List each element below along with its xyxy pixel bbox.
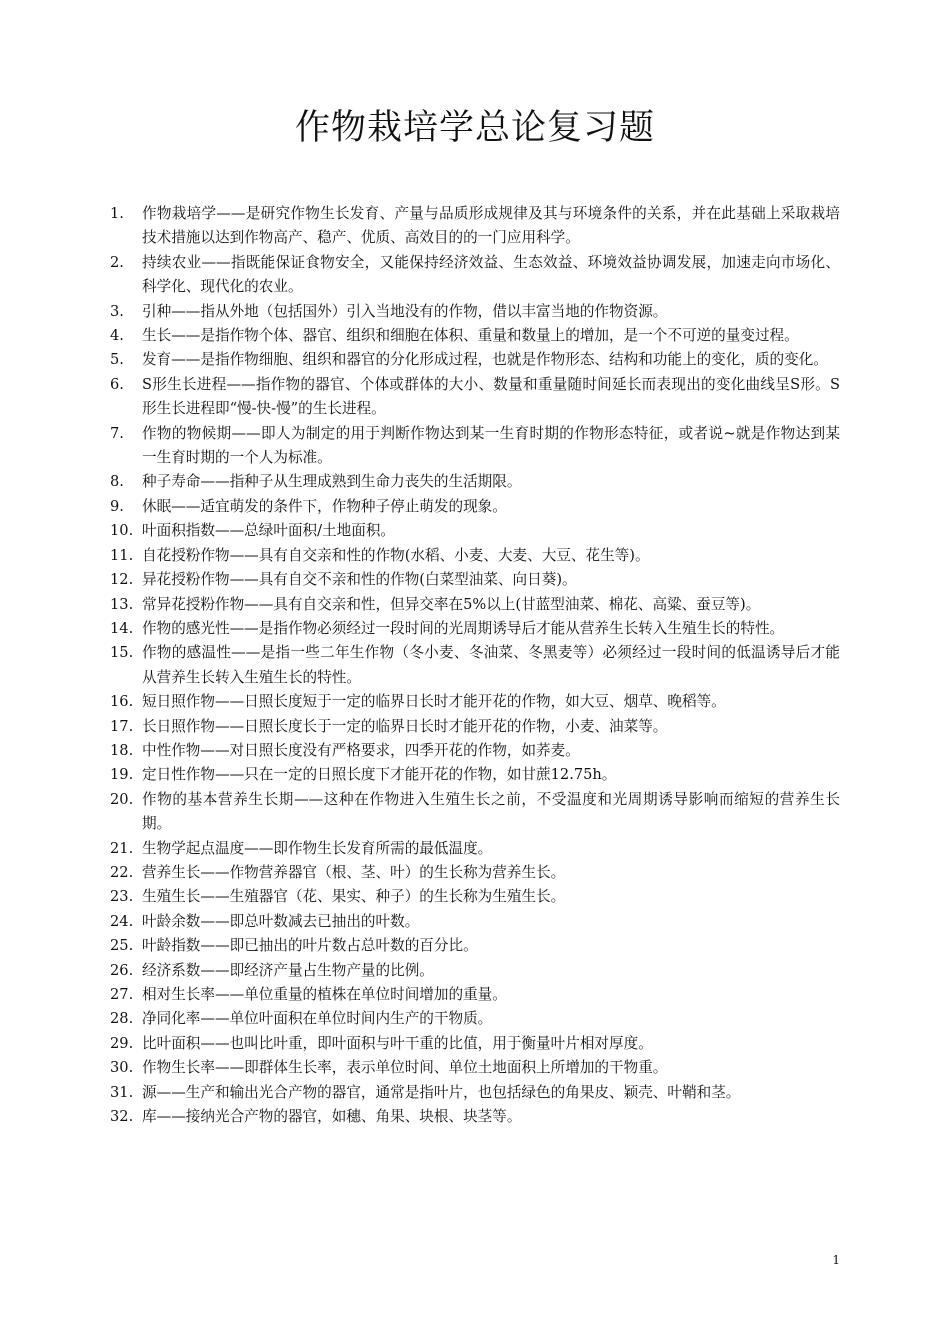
item-number: 3. <box>110 302 124 320</box>
item-text: 相对生长率——单位重量的植株在单位时间增加的重量。 <box>142 986 507 1003</box>
item-number: 19. <box>110 766 134 784</box>
item-text: 比叶面积——也叫比叶重，即叶面积与叶干重的比值，用于衡量叶片相对厚度。 <box>142 1034 653 1052</box>
list-item <box>110 324 840 348</box>
list-item <box>110 568 840 592</box>
page-title: 作物栽培学总论复习题 <box>294 108 655 148</box>
item-number: 21. <box>110 839 134 857</box>
item-number: 1. <box>110 205 124 222</box>
item-text: 常异花授粉作物——具有自交亲和性，但异交率在5%以上(甘蓝型油菜、棉花、高粱、蚕豆等)。 <box>142 595 761 613</box>
item-text: 自花授粉作物——具有自交亲和性的作物(水稻、小麦、大麦、大豆、花生等)。 <box>142 546 650 564</box>
item-number: 5. <box>110 351 124 369</box>
item-text: 中性作物——对日照长度没有严格要求，四季开花的作物，如荞麦。 <box>142 741 580 759</box>
item-text: 发育——是指作物细胞、组织和器官的分化形成过程，也就是作物形态、结构和功能上的变化，质的变化。 <box>142 351 828 369</box>
list-item <box>110 983 840 1007</box>
list-item <box>110 593 840 617</box>
item-text: 短日照作物——日照长度短于一定的临界日长时才能开花的作物，如大豆、烟草、晚稻等。 <box>142 693 726 711</box>
item-text: 叶龄指数——即已抽出的叶片数占总叶数的百分比。 <box>142 937 478 955</box>
list-item <box>110 934 840 958</box>
list-item <box>110 690 840 714</box>
list-item <box>110 1056 840 1080</box>
item-number: 23. <box>110 888 134 906</box>
item-number: 32. <box>110 1108 134 1126</box>
item-text: 库——接纳光合产物的器官，如穗、角果、块根、块茎等。 <box>142 1108 522 1126</box>
item-text: 异花授粉作物——具有自交不亲和性的作物(白菜型油菜、向日葵)。 <box>142 571 577 589</box>
item-text: 长日照作物——日照长度长于一定的临界日长时才能开花的作物，小麦、油菜等。 <box>142 717 668 735</box>
item-number: 18. <box>110 741 134 759</box>
list-item <box>110 422 840 471</box>
item-number: 27. <box>110 986 134 1003</box>
item-number: 11. <box>110 546 134 564</box>
item-text: 叶面积指数——总绿叶面积/土地面积。 <box>142 522 396 540</box>
item-number: 7. <box>110 424 124 442</box>
list-item <box>110 788 840 837</box>
item-number: 22. <box>110 863 134 881</box>
list-item <box>110 519 840 543</box>
item-text: 作物生长率——即群体生长率，表示单位时间、单位土地面积上所增加的干物重。 <box>142 1059 668 1077</box>
item-number: 4. <box>110 327 124 345</box>
item-text: 生殖生长——生殖器官（花、果实、种子）的生长称为生殖生长。 <box>142 888 566 906</box>
item-text: 生长——是指作物个体、器官、组织和细胞在体积、重量和数量上的增加，是一个不可逆的量变过程。 <box>142 327 799 345</box>
item-number: 29. <box>110 1034 134 1052</box>
item-text: 作物的感温性——是指一些二年生作物（冬小麦、冬油菜、冬黑麦等）必须经过一段时间的低温诱导后才能从营养生长转入生殖生长的特性。 <box>142 644 840 686</box>
item-text: 经济系数——即经济产量占生物产量的比例。 <box>142 961 434 979</box>
item-text: 营养生长——作物营养器官（根、茎、叶）的生长称为营养生长。 <box>142 863 566 881</box>
item-number: 12. <box>110 571 134 589</box>
item-number: 2. <box>110 253 124 271</box>
item-text: S形生长进程——指作物的器官、个体或群体的大小、数量和重量随时间延长而表现出的变化曲线呈S形。S形生长进程即“慢-快-慢”的生长进程。 <box>142 375 840 418</box>
item-number: 8. <box>110 473 124 491</box>
item-number: 28. <box>110 1010 134 1028</box>
item-text: 作物的感光性——是指作物必须经过一段时间的光周期诱导后才能从营养生长转入生殖生长的特性。 <box>142 619 785 637</box>
list-item <box>110 715 840 739</box>
item-number: 17. <box>110 717 134 735</box>
item-number: 9. <box>110 497 124 515</box>
list-item <box>110 1081 840 1105</box>
item-number: 13. <box>110 595 134 613</box>
item-text: 生物学起点温度——即作物生长发育所需的最低温度。 <box>142 839 493 857</box>
list-item <box>110 641 840 690</box>
list-item <box>110 544 840 568</box>
list-item <box>110 202 840 251</box>
page-number: 1 <box>832 1253 840 1267</box>
item-number: 31. <box>110 1083 134 1101</box>
definition-list <box>110 202 840 1129</box>
item-text: 持续农业——指既能保证食物安全，又能保持经济效益、生态效益、环境效益协调发展，加速走向市场化、科学化、现代化的农业。 <box>142 253 840 296</box>
list-item <box>110 910 840 934</box>
list-item <box>110 739 840 763</box>
item-text: 作物的基本营养生长期——这种在作物进入生殖生长之前，不受温度和光周期诱导影响而缩短的营养生长期。 <box>142 790 840 833</box>
list-item <box>110 348 840 372</box>
list-item <box>110 1032 840 1056</box>
item-number: 24. <box>110 912 134 930</box>
item-text: 休眠——适宜萌发的条件下，作物种子停止萌发的现象。 <box>142 497 507 515</box>
list-item <box>110 837 840 861</box>
item-number: 30. <box>110 1059 134 1077</box>
list-item <box>110 617 840 641</box>
item-number: 25. <box>110 937 134 955</box>
list-item <box>110 861 840 885</box>
list-item <box>110 373 840 422</box>
item-text: 引种——指从外地（包括国外）引入当地没有的作物，借以丰富当地的作物资源。 <box>142 302 668 320</box>
item-text: 种子寿命——指种子从生理成熟到生命力丧失的生活期限。 <box>142 473 522 491</box>
list-item <box>110 763 840 787</box>
item-text: 定日性作物——只在一定的日照长度下才能开花的作物，如甘蔗12.75h。 <box>142 766 617 784</box>
item-text: 源——生产和输出光合产物的器官，通常是指叶片，也包括绿色的角果皮、颖壳、叶鞘和茎。 <box>142 1083 741 1101</box>
item-text: 叶龄余数——即总叶数减去已抽出的叶数。 <box>142 912 420 930</box>
list-item <box>110 495 840 519</box>
item-number: 16. <box>110 693 134 711</box>
list-item <box>110 251 840 300</box>
list-item <box>110 885 840 909</box>
item-number: 15. <box>110 644 134 662</box>
item-number: 26. <box>110 961 134 979</box>
list-item <box>110 300 840 324</box>
item-text: 净同化率——单位叶面积在单位时间内生产的干物质。 <box>142 1010 493 1028</box>
list-item <box>110 1007 840 1031</box>
item-number: 20. <box>110 790 134 808</box>
item-number: 6. <box>110 375 124 393</box>
item-number: 14. <box>110 619 134 637</box>
item-text: 作物的物候期——即人为制定的用于判断作物达到某一生育时期的作物形态特征，或者说~就是作物达到某一生育时期的一个人为标准。 <box>142 424 840 467</box>
item-number: 10. <box>110 522 134 540</box>
list-item <box>110 470 840 494</box>
item-text: 作物栽培学——是研究作物生长发育、产量与品质形成规律及其与环境条件的关系，并在此基础上采取栽培技术措施以达到作物高产、稳产、优质、高效目的的一门应用科学。 <box>142 205 840 247</box>
list-item <box>110 1105 840 1129</box>
list-item <box>110 959 840 983</box>
